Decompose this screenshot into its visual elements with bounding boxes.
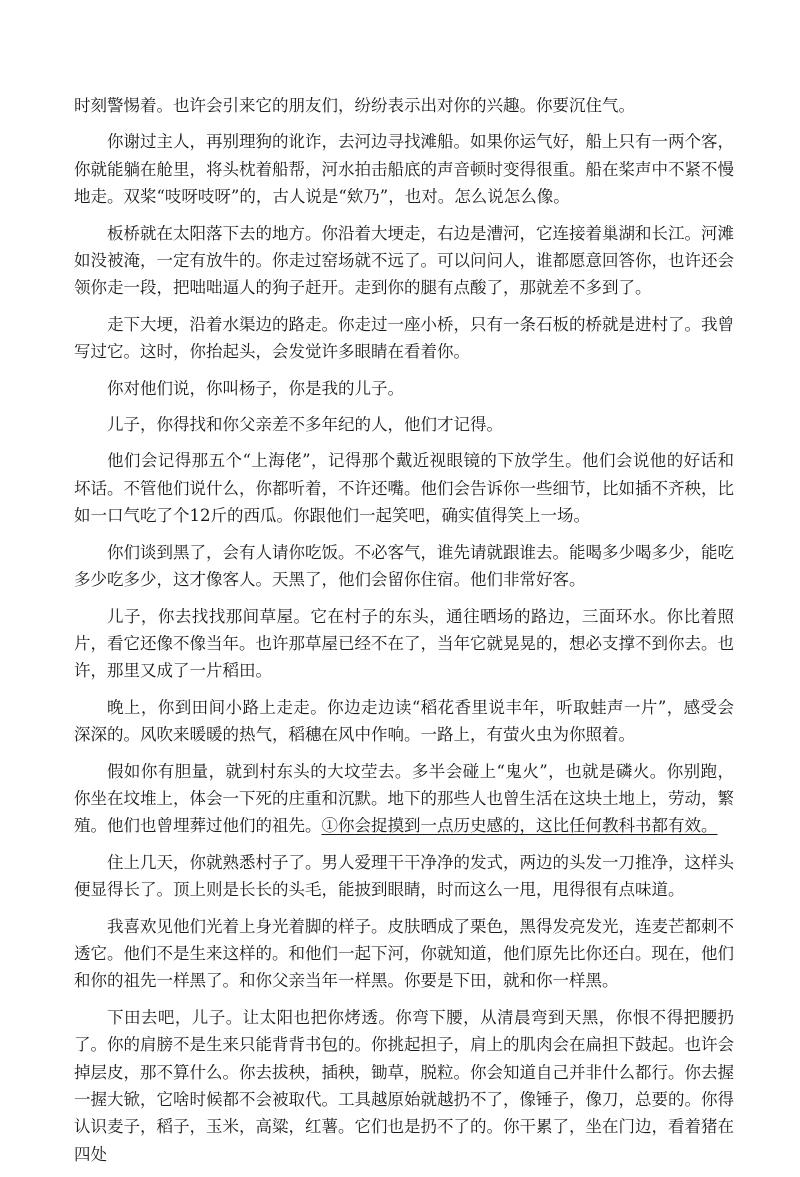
paragraph-text: 我喜欢见他们光着上身光着脚的样子。皮肤晒成了栗色，黑得发亮发光，连麦芒都刺不透它。他们不是生来这样的。和他们一起下河，你就知道，他们原先比你还白。现在，他们和你的祖先一样黑了。和你父亲当年一样黑。你要是下田，就和你一样黑。 bbox=[74, 916, 734, 991]
paragraph-text: 时刻警惕着。也许会引来它的朋友们，纷纷表示出对你的兴趣。你要沉住气。 bbox=[74, 96, 635, 115]
paragraph-text: 你们谈到黑了，会有人请你吃饭。不必客气，谁先请就跟谁去。能喝多少喝多少，能吃多少吃多少，这才像客人。天黑了，他们会留你住宿。他们非常好客。 bbox=[74, 542, 734, 590]
paragraph-text: 假如你有胆量，就到村东头的大坟茔去。多半会碰上“鬼火”，也就是磷火。你别跑，你坐在坟堆上，体会一下死的庄重和沉默。地下的那些人也曾生活在这块土地上，劳动，繁殖。他们也曾埋葬过他们的祖先。 bbox=[74, 761, 734, 836]
underlined-sentence: ①你会捉摸到一点历史感的，这比任何教科书都有效。 bbox=[321, 816, 718, 836]
paragraph bbox=[74, 913, 734, 995]
paragraph-text: 晚上，你到田间小路上走走。你边走边读“稻花香里说丰年，听取蛙声一片”，感受会深深的。风吹来暖暖的热气，稻穗在风中作响。一路上，有萤火虫为你照着。 bbox=[74, 697, 734, 745]
paragraph bbox=[74, 311, 734, 366]
paragraph-text: 下田去吧，儿子。让太阳也把你烤透。你弯下腰，从清晨弯到天黑，你恨不得把腰扔了。你的肩膀不是生来只能背背书包的。你挑起担子，肩上的肌肉会在扁担下鼓起。也许会掉层皮，那不算什么。你去拔秧，插秧，锄草，脱粒。你会知道自己并非什么都行。你去握一握大锨，它啥时候都不会被取代。工具越原始就越扔不了，像锤子，像刀，总要的。你得认识麦子，稻子，玉米，高粱，红薯。它们也是扔不了的。你干累了，坐在门边，看着猪在四处 bbox=[74, 1007, 734, 1164]
essay-body bbox=[74, 92, 734, 1177]
paragraph bbox=[74, 92, 734, 119]
paragraph-text: 儿子，你得找和你父亲差不多年纪的人，他们才记得。 bbox=[107, 415, 503, 435]
paragraph bbox=[74, 1004, 734, 1168]
paragraph bbox=[74, 375, 734, 402]
paragraph bbox=[74, 447, 734, 529]
paragraph bbox=[74, 128, 734, 210]
paragraph-text: 你谢过主人，再别理狗的讹诈，去河边寻找滩船。如果你运气好，船上只有一两个客，你就能躺在舱里，将头枕着船帮，河水拍击船底的声音顿时变得很重。船在桨声中不紧不慢地走。双桨“吱呀吱呀”的，古人说是“欸乃”，也对。怎么说怎么像。 bbox=[74, 132, 734, 207]
paragraph bbox=[74, 220, 734, 302]
paragraph bbox=[74, 411, 734, 438]
paragraph bbox=[74, 694, 734, 749]
paragraph bbox=[74, 849, 734, 904]
paragraph-text: 住上几天，你就熟悉村子了。男人爱理干干净净的发式，两边的头发一刀推净，这样头便显得长了。顶上则是长长的头毛，能披到眼睛，时而这么一甩，甩得很有点味道。 bbox=[74, 852, 734, 900]
paragraph-text: 儿子，你去找找那间草屋。它在村子的东头，通往晒场的路边，三面环水。你比着照片，看它还像不像当年。也许那草屋已经不在了，当年它就晃晃的，想必支撑不到你去。也许，那里又成了一片稻田。 bbox=[74, 606, 734, 681]
paragraph bbox=[74, 603, 734, 685]
paragraph-text: 走下大埂，沿着水渠边的路走。你走过一座小桥，只有一条石板的桥就是进村了。我曾写过它。这时，你抬起头，会发觉许多眼睛在看着你。 bbox=[74, 314, 734, 362]
paragraph bbox=[74, 539, 734, 594]
paragraph bbox=[74, 758, 734, 840]
paragraph-text: 板桥就在太阳落下去的地方。你沿着大埂走，右边是漕河，它连接着巢湖和长江。河滩如没被淹，一定有放牛的。你走过窑场就不远了。可以问问人，谁都愿意回答你，也许还会领你走一段，把咄咄逼人的狗子赶开。走到你的腿有点酸了，那就差不多到了。 bbox=[74, 223, 734, 298]
paragraph-text: 你对他们说，你叫杨子，你是我的儿子。 bbox=[107, 378, 404, 398]
paragraph-text: 他们会记得那五个“上海佬”，记得那个戴近视眼镜的下放学生。他们会说他的好话和坏话。不管他们说什么，你都听着，不许还嘴。他们会告诉你一些细节，比如插不齐秧，比如一口气吃了个12斤的西瓜。你跟他们一起笑吧，确实值得笑上一场。 bbox=[74, 451, 734, 526]
